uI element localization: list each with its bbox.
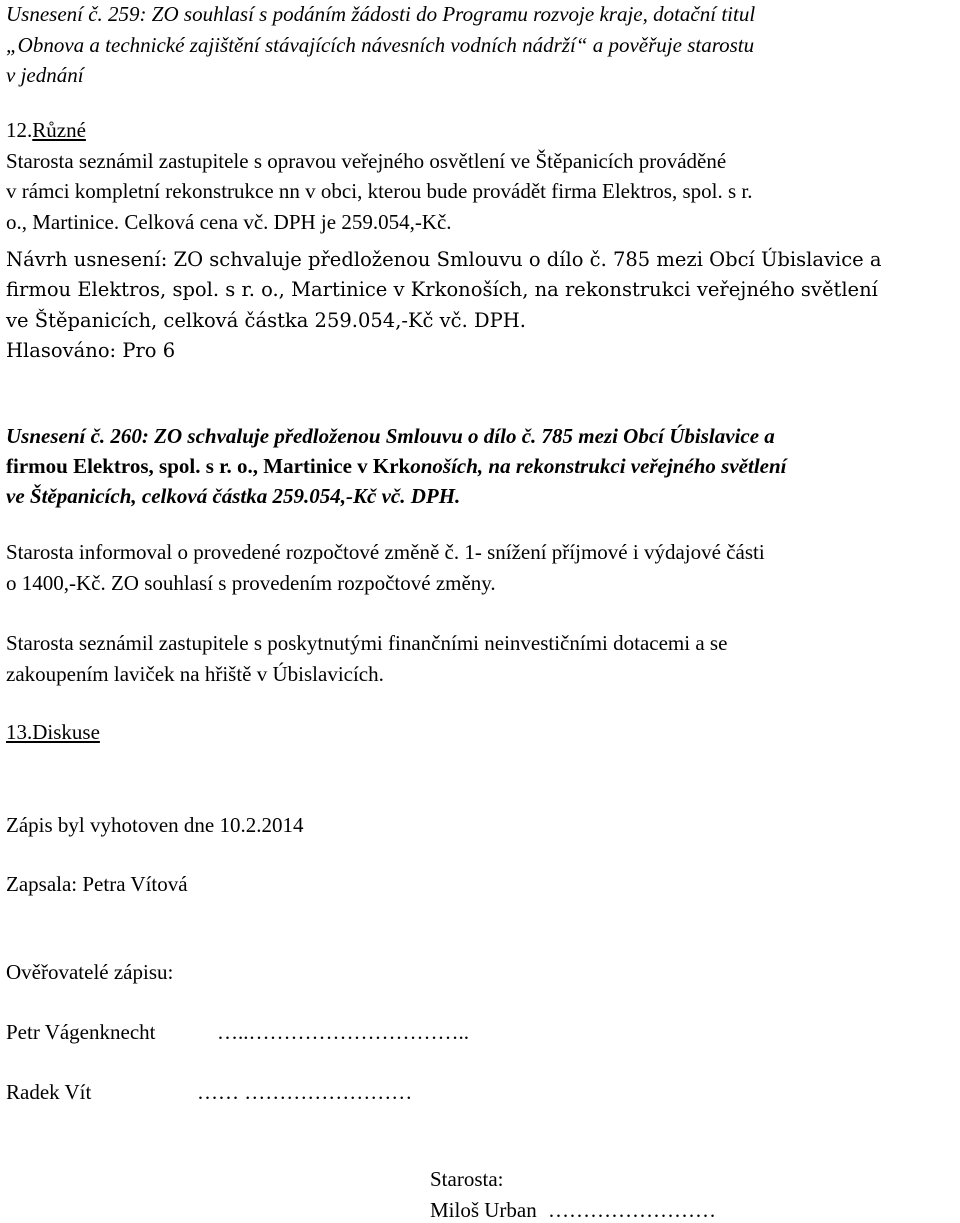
- recorded-by: Zapsala: Petra Vítová: [6, 872, 188, 896]
- verifier-1-name: Petr Vágenknecht: [6, 1020, 156, 1044]
- proposal-line-2: firmou Elektros, spol. s r. o., Martinice v Krkonoších, na rekonstrukci veřejného světlení: [6, 278, 878, 301]
- budget-line-1: Starosta informoval o provedené rozpočtové změně č. 1- snížení příjmové i výdajové části: [6, 540, 765, 564]
- proposal-line-1: Návrh usnesení: ZO schvaluje předloženou Smlouvu o dílo č. 785 mezi Obcí Úbislavice a: [6, 248, 882, 271]
- section-12-title: Různé: [32, 118, 86, 142]
- section-12-paragraph-line-2: v rámci kompletní rekonstrukce nn v obci, kterou bude provádět firma Elektros, spol. s r.: [6, 179, 753, 203]
- resolution-260-line-2-bold: firmou Elektros, spol. s r. o., Martinice v Krk: [6, 454, 411, 478]
- verifier-2-name: Radek Vít: [6, 1080, 92, 1104]
- resolution-259-line-1: Usnesení č. 259: ZO souhlasí s podáním žádosti do Programu rozvoje kraje, dotační titul: [6, 2, 756, 26]
- mayor-label: Starosta:: [430, 1167, 504, 1191]
- proposal-line-3: ve Štěpanicích, celková částka 259.054,-Kč vč. DPH.: [6, 309, 526, 332]
- mayor-signature-line: ……………………: [548, 1198, 716, 1222]
- vote-result: Hlasováno: Pro 6: [6, 339, 176, 362]
- mayor-name: Miloš Urban: [430, 1198, 537, 1222]
- resolution-260-line-2: [6, 453, 787, 479]
- verifier-1-signature-line: …..…………………………..: [217, 1020, 469, 1044]
- section-12-heading: [6, 117, 86, 143]
- grants-line-1: Starosta seznámil zastupitele s poskytnutými finančními neinvestičními dotacemi a se: [6, 631, 728, 655]
- section-13-heading: 13.Diskuse: [6, 720, 100, 744]
- budget-line-2: o 1400,-Kč. ZO souhlasí s provedením rozpočtové změny.: [6, 571, 496, 595]
- section-12-paragraph-line-3: o., Martinice. Celková cena vč. DPH je 259.054,-Kč.: [6, 210, 452, 234]
- resolution-259-line-2: „Obnova a technické zajištění stávajících návesních vodních nádrží“ a pověřuje starostu: [6, 33, 755, 57]
- resolution-260-line-3: ve Štěpanicích, celková částka 259.054,-Kč vč. DPH.: [6, 484, 461, 508]
- section-12-number: 12.: [6, 118, 33, 142]
- verifiers-label: Ověřovatelé zápisu:: [6, 960, 174, 984]
- resolution-260-line-1: Usnesení č. 260: ZO schvaluje předloženou Smlouvu o dílo č. 785 mezi Obcí Úbislavice a: [6, 424, 775, 448]
- verifier-2-signature-line: …… ……………………: [197, 1080, 413, 1104]
- grants-line-2: zakoupením laviček na hřiště v Úbislavicích.: [6, 662, 384, 686]
- resolution-259-line-3: v jednání: [6, 63, 84, 87]
- section-12-paragraph-line-1: Starosta seznámil zastupitele s opravou veřejného osvětlení ve Štěpanicích prováděné: [6, 149, 727, 173]
- minutes-date: Zápis byl vyhotoven dne 10.2.2014: [6, 813, 304, 837]
- resolution-260-line-2-bolditalic: onoších, na rekonstrukci veřejného světlení: [410, 454, 787, 478]
